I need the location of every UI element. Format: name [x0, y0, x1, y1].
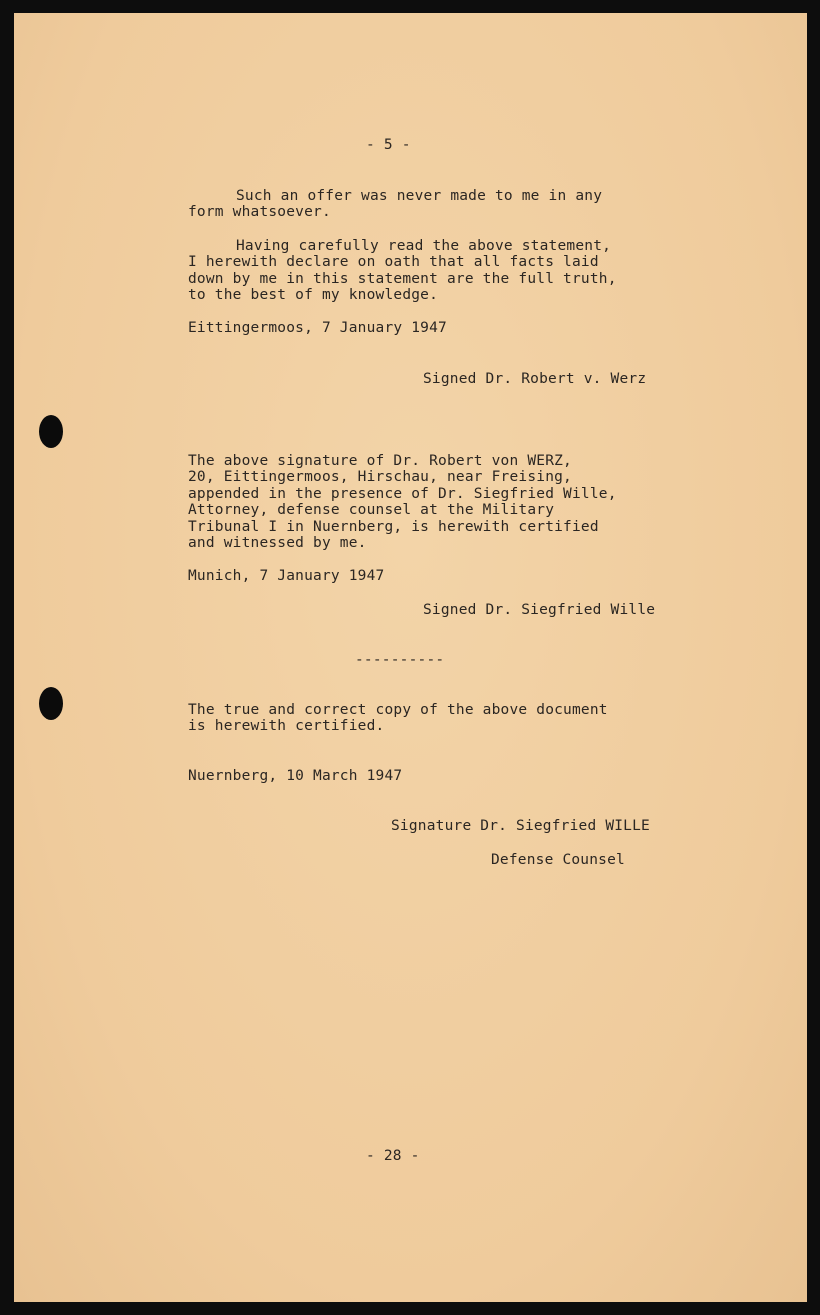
- place-date-3: Nuernberg, 10 March 1947: [188, 768, 403, 784]
- certification-line-1: The above signature of Dr. Robert von WERZ,: [188, 453, 572, 469]
- certification-line-2: 20, Eittingermoos, Hirschau, near Freising,: [188, 469, 572, 485]
- bottom-page-number: - 28 -: [366, 1148, 420, 1164]
- top-page-number: - 5 -: [366, 137, 411, 153]
- punch-hole-bottom: [39, 687, 63, 720]
- certification-line-6: and witnessed by me.: [188, 535, 367, 551]
- certification-line-5: Tribunal I in Nuernberg, is herewith certified: [188, 519, 599, 535]
- copy-certification-line-2: is herewith certified.: [188, 718, 385, 734]
- paragraph-1-line-2: form whatsoever.: [188, 204, 331, 220]
- certification-line-3: appended in the presence of Dr. Siegfried Wille,: [188, 486, 617, 502]
- certification-line-4: Attorney, defense counsel at the Military: [188, 502, 555, 518]
- paragraph-1-line-1: Such an offer was never made to me in any: [236, 188, 603, 204]
- signature-1: Signed Dr. Robert v. Werz: [423, 371, 647, 387]
- place-date-2: Munich, 7 January 1947: [188, 568, 385, 584]
- place-date-1: Eittingermoos, 7 January 1947: [188, 320, 447, 336]
- separator-line: ----------: [355, 652, 445, 668]
- signature-3: Signature Dr. Siegfried WILLE: [391, 818, 650, 834]
- scan-corner: [800, 0, 820, 6]
- punch-hole-top: [39, 415, 63, 448]
- paragraph-2-line-2: I herewith declare on oath that all facts laid: [188, 254, 599, 270]
- signature-2: Signed Dr. Siegfried Wille: [423, 602, 656, 618]
- copy-certification-line-1: The true and correct copy of the above document: [188, 702, 608, 718]
- paragraph-2-line-4: to the best of my knowledge.: [188, 287, 439, 303]
- signature-3-title: Defense Counsel: [491, 852, 625, 868]
- document-page: [14, 13, 807, 1302]
- paragraph-2-line-1: Having carefully read the above statement,: [236, 238, 612, 254]
- paragraph-2-line-3: down by me in this statement are the full truth,: [188, 271, 617, 287]
